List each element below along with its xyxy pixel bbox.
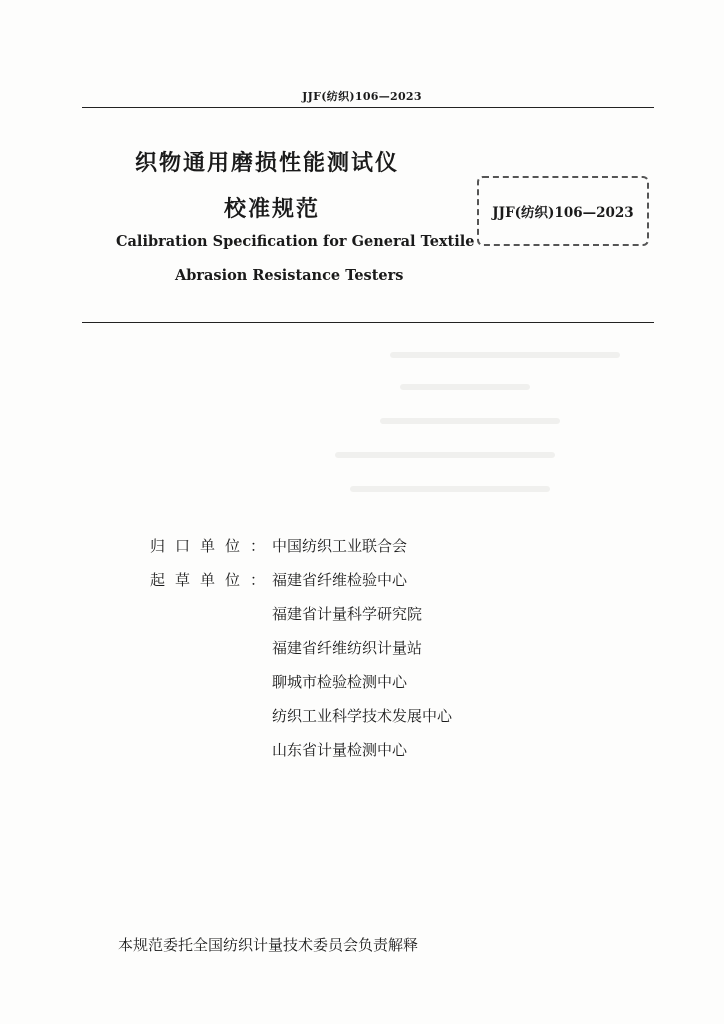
- drafting-unit-value: 纺织工业科学技术发展中心: [272, 706, 453, 725]
- responsible-unit-value: 中国纺织工业联合会: [272, 536, 408, 555]
- code-box-text: JJF(纺织)106—2023: [492, 205, 634, 221]
- drafting-unit-value: 山东省计量检测中心: [272, 740, 408, 759]
- bottom-rule: [82, 322, 654, 323]
- drafting-unit-value: 福建省纤维检验中心: [272, 570, 408, 589]
- units-section: [150, 528, 452, 766]
- footer-note: 本规范委托全国纺织计量技术委员会负责解释: [118, 936, 419, 954]
- responsible-unit-row: [150, 528, 452, 562]
- drafting-unit-row: [150, 596, 452, 630]
- code-box: [477, 176, 649, 246]
- header-code: JJF(纺织)106—2023: [302, 90, 422, 103]
- drafting-unit-row: [150, 562, 452, 596]
- title-cn-line1: 织物通用磨损性能测试仪: [135, 151, 400, 176]
- drafting-unit-value: 福建省纤维纺织计量站: [272, 638, 423, 657]
- drafting-unit-row: [150, 732, 452, 766]
- drafting-unit-label: 起草单位：: [150, 570, 276, 589]
- title-cn-line2: 校准规范: [224, 197, 321, 222]
- title-en-line1: Calibration Specification for General Textile: [116, 233, 475, 250]
- bleed-through: [350, 486, 550, 492]
- responsible-unit-label: 归口单位：: [150, 536, 276, 555]
- bleed-through: [335, 452, 555, 458]
- bleed-through: [400, 384, 530, 390]
- title-en-line2: Abrasion Resistance Testers: [175, 267, 404, 284]
- drafting-unit-row: [150, 664, 452, 698]
- drafting-unit-row: [150, 630, 452, 664]
- bleed-through: [380, 418, 560, 424]
- bleed-through: [390, 352, 620, 358]
- drafting-unit-value: 福建省计量科学研究院: [272, 604, 423, 623]
- drafting-unit-value: 聊城市检验检测中心: [272, 672, 408, 691]
- drafting-unit-row: [150, 698, 452, 732]
- top-rule: [82, 107, 654, 108]
